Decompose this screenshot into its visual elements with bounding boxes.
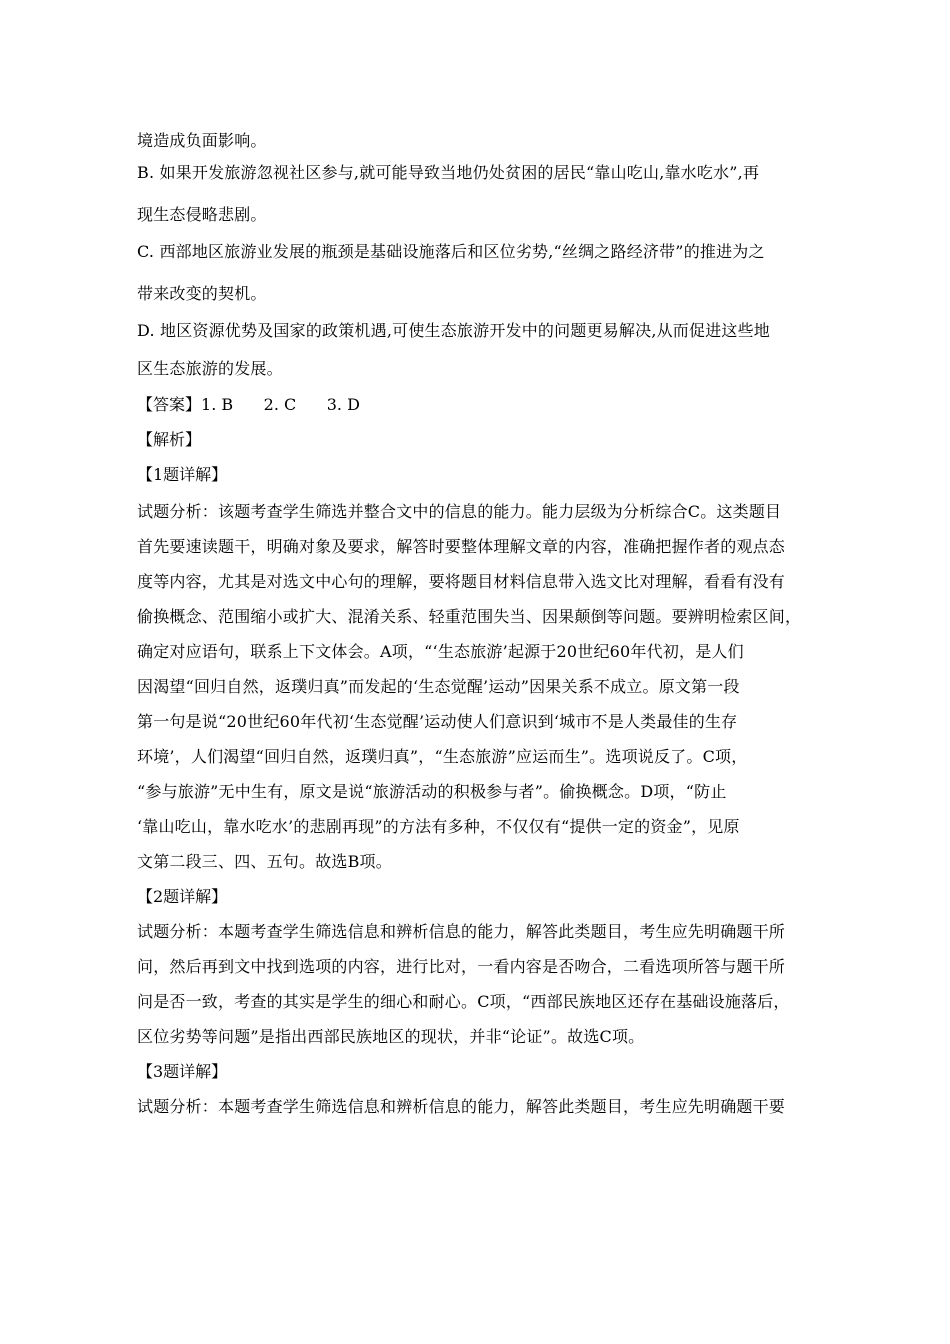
option-a-continuation: 境造成负面影响。: [137, 131, 267, 150]
option-d-line-2: 区生态旅游的发展。: [137, 359, 283, 378]
q1-line-5: 确定对应语句，联系上下文体会。A项，“‘生态旅游’起源于20世纪60年代初，是人们: [137, 642, 744, 661]
option-d-line-1: D. 地区资源优势及国家的政策机遇,可使生态旅游开发中的问题更易解决,从而促进这些地: [137, 321, 771, 340]
q2-line-3: 问是否一致，考查的其实是学生的细心和耐心。C项，“西部民族地区还存在基础设施落后，: [137, 992, 790, 1011]
q1-line-11: 文第二段三、四、五句。故选B项。: [137, 852, 392, 871]
option-b-line-2: 现生态侵略悲剧。: [137, 205, 267, 224]
option-c-line-1: C. 西部地区旅游业发展的瓶颈是基础设施落后和区位劣势,“丝绸之路经济带”的推进为之: [137, 242, 765, 261]
q1-line-2: 首先要速读题干，明确对象及要求，解答时要整体理解文章的内容，准确把握作者的观点态: [137, 537, 786, 556]
q1-line-6: 因渴望“回归自然，返璞归真”而发起的‘生态觉醒’运动”因果关系不成立。原文第一段: [137, 677, 740, 696]
q3-heading: 【3题详解】: [137, 1062, 228, 1081]
option-b-line-1: B. 如果开发旅游忽视社区参与,就可能导致当地仍处贫困的居民“靠山吃山,靠水吃水”,再: [137, 163, 760, 182]
q1-line-9: “参与旅游”无中生有，原文是说“旅游活动的积极参与者”。偷换概念。D项，“防止: [137, 782, 727, 801]
q2-line-4: 区位劣势等问题”是指出西部民族地区的现状，并非“论证”。故选C项。: [137, 1027, 645, 1046]
option-c-line-2: 带来改变的契机。: [137, 284, 267, 303]
analysis-label: 【解析】: [137, 430, 202, 449]
q1-line-10: ‘靠山吃山，靠水吃水’的悲剧再现”的方法有多种，不仅仅有“提供一定的资金”，见原: [137, 817, 740, 836]
answer-label: 【答案】: [137, 395, 202, 414]
answer-values: 1. B 2. C 3. D: [201, 395, 360, 414]
q1-line-7: 第一句是说“20世纪60年代初‘生态觉醒’运动使人们意识到‘城市不是人类最佳的生存: [137, 712, 738, 731]
q2-line-1: 试题分析：本题考查学生筛选信息和辨析信息的能力，解答此类题目，考生应先明确题干所: [137, 922, 786, 941]
q1-line-8: 环境’，人们渴望“回归自然，返璞归真”，“生态旅游”应运而生”。选项说反了。C项，: [137, 747, 748, 766]
q1-heading: 【1题详解】: [137, 465, 228, 484]
q2-line-2: 问，然后再到文中找到选项的内容，进行比对，一看内容是否吻合，二看选项所答与题干所: [137, 957, 786, 976]
q1-line-4: 偷换概念、范围缩小或扩大、混淆关系、轻重范围失当、因果颠倒等问题。要辨明检索区间，: [137, 607, 802, 626]
answer-line: [137, 395, 360, 415]
q1-line-3: 度等内容，尤其是对选文中心句的理解，要将题目材料信息带入选文比对理解，看看有没有: [137, 572, 786, 591]
q2-heading: 【2题详解】: [137, 887, 228, 906]
q1-line-1: 试题分析：该题考查学生筛选并整合文中的信息的能力。能力层级为分析综合C。这类题目: [137, 502, 782, 521]
q3-line-1: 试题分析：本题考查学生筛选信息和辨析信息的能力，解答此类题目，考生应先明确题干要: [137, 1097, 786, 1116]
